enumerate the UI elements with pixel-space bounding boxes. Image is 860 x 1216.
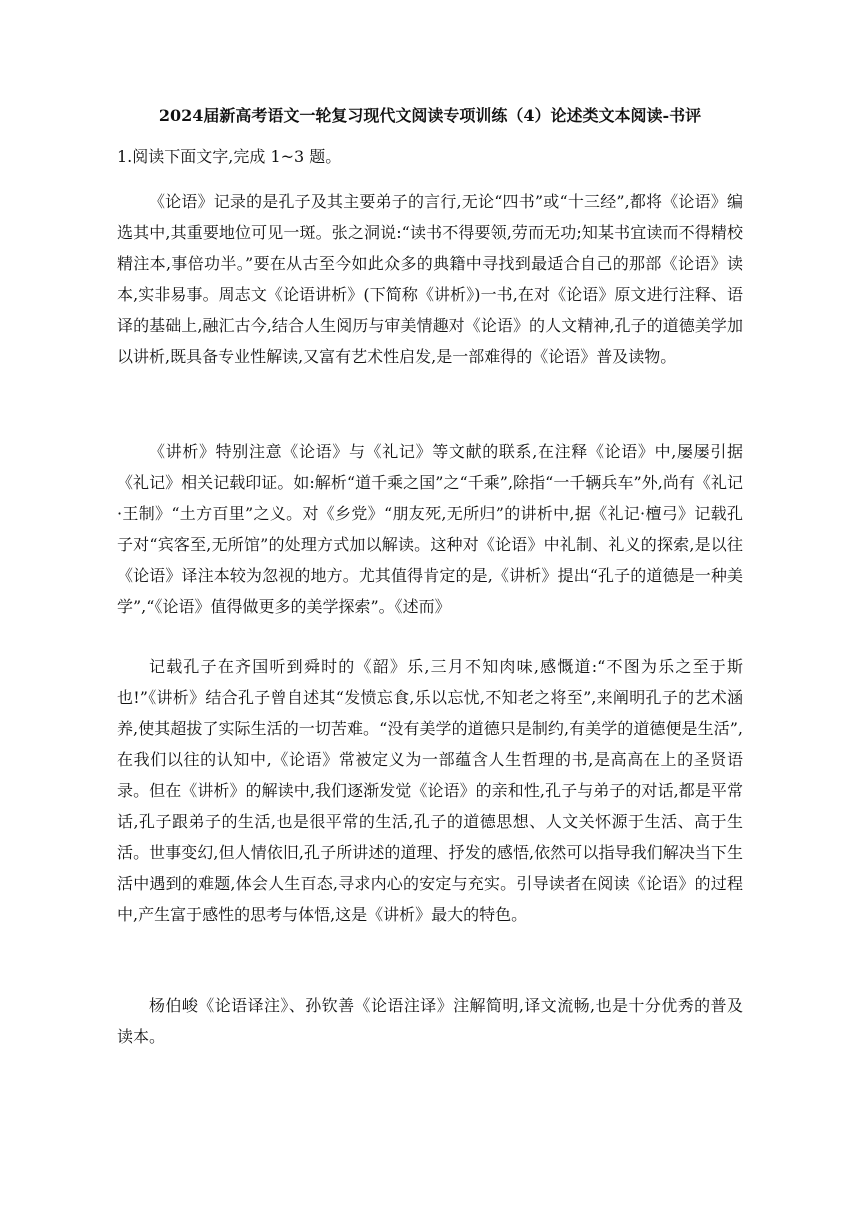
paragraph-4: 杨伯峻《论语译注》、孙钦善《论语注译》注解简明,译文流畅,也是十分优秀的普及读本。 [117, 996, 743, 1046]
document-title: 2024届新高考语文一轮复习现代文阅读专项训练（4）论述类文本阅读-书评 [158, 106, 702, 125]
paragraph-1: 《论语》记录的是孔子及其主要弟子的言行,无论“四书”或“十三经”,都将《论语》编选其中,其重要地位可见一斑。张之洞说:“读书不得要领,劳而无功;知某书宜读而不得精校精注本,事倍功半。”要在从古至今如此众多的典籍中寻找到最适合自己的那部《论语》读本,实非易事。周志文《论语讲析》(下简称《讲析》)一书,在对《论语》原文进行注释、语译的基础上,融汇古今,结合人生阅历与审美情趣对《论语》的人文精神,孔子的道德美学加以讲析,既具备专业性解读,又富有艺术性启发,是一部难得的《论语》普及读物。 [117, 192, 743, 366]
paragraph-2: 《讲析》特别注意《论语》与《礼记》等文献的联系,在注释《论语》中,屡屡引据《礼记》相关记载印证。如:解析“道千乘之国”之“千乘”,除指“一千辆兵车”外,尚有《礼记·王制》“土方百里”之义。对《乡党》“朋友死,无所归”的讲析中,据《礼记·檀弓》记载孔子对“宾客至,无所馆”的处理方式加以解读。这种对《论语》中礼制、礼义的探索,是以往《论语》译注本较为忽视的地方。尤其值得肯定的是,《讲析》提出“孔子的道德是一种美学”,“《论语》值得做更多的美学探索”。《述而》 [117, 442, 743, 616]
paragraph-3: 记载孔子在齐国听到舜时的《韶》乐,三月不知肉味,感慨道:“不图为乐之至于斯也!”《讲析》结合孔子曾自述其“发愤忘食,乐以忘忧,不知老之将至”,来阐明孔子的艺术涵养,使其超拔了实际生活的一切苦难。“没有美学的道德只是制约,有美学的道德便是生活”,在我们以往的认知中,《论语》常被定义为一部蕴含人生哲理的书,是高高在上的圣贤语录。但在《讲析》的解读中,我们逐渐发觉《论语》的亲和性,孔子与弟子的对话,都是平常话,孔子跟弟子的生活,也是很平常的生活,孔子的道德思想、人文关怀源于生活、高于生活。世事变幻,但人情依旧,孔子所讲述的道理、抒发的感悟,依然可以指导我们解决当下生活中遇到的难题,体会人生百态,寻求内心的安定与充实。引导读者在阅读《论语》的过程中,产生富于感性的思考与体悟,这是《讲析》最大的特色。 [117, 657, 743, 924]
question-instruction: 1.阅读下面文字,完成 1~3 题。 [117, 147, 342, 166]
